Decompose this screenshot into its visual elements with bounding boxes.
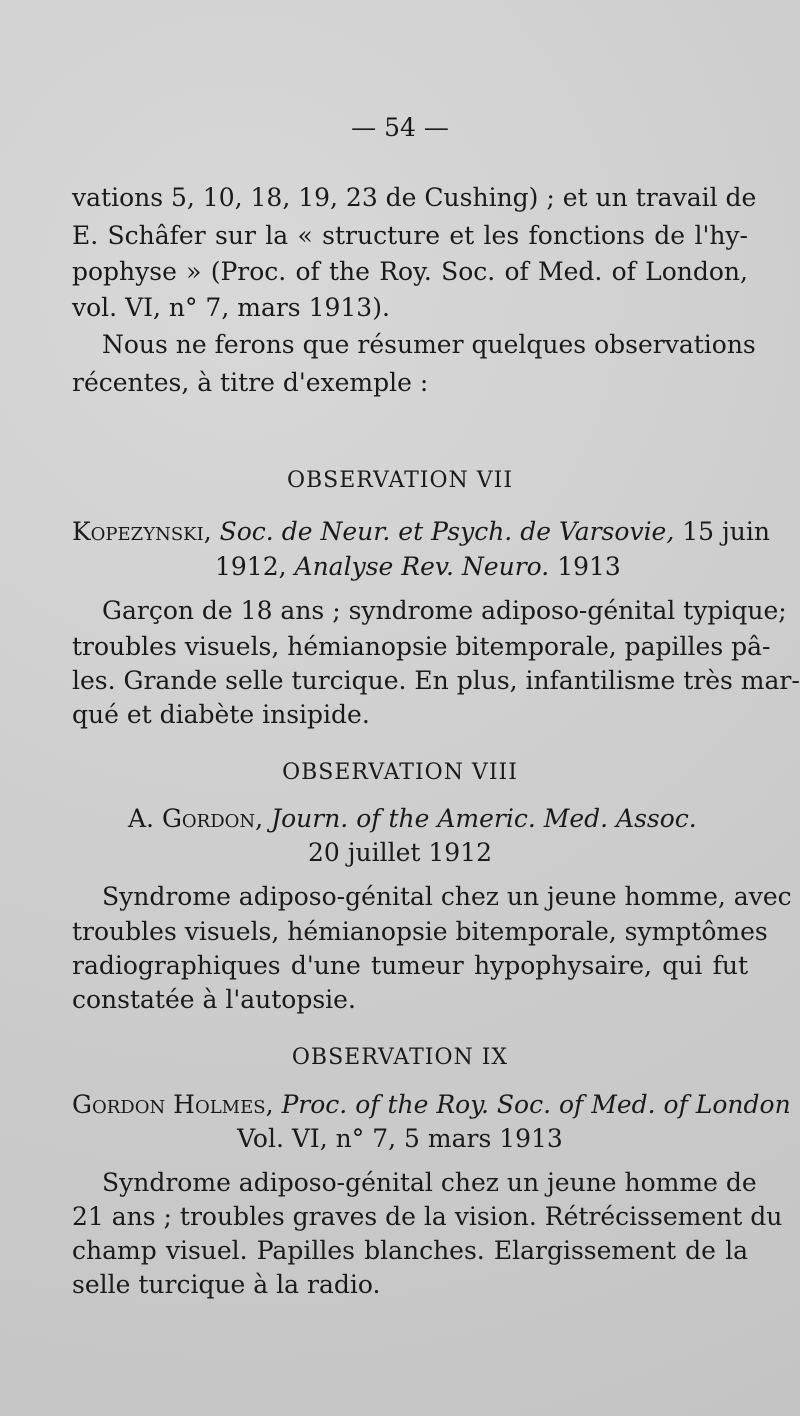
page-number: — 54 — (351, 113, 449, 142)
observation-vii-line-1: Garçon de 18 ans ; syndrome adiposo-génital typique; (102, 596, 787, 625)
journal: Analyse Rev. Neuro. (294, 552, 550, 581)
intro-line-1: vations 5, 10, 18, 19, 23 de Cushing) ; et un travail de (72, 183, 757, 212)
observation-viii-reference-2: 20 juillet 1912 (307, 838, 492, 867)
author: Gordon Holmes, (72, 1090, 274, 1119)
journal: Journ. of the Americ. Med. Assoc. (271, 804, 697, 833)
intro-line-2: E. Schâfer sur la « structure et les fonctions de l'hy- (72, 221, 748, 250)
observation-viii-heading: OBSERVATION VIII (282, 760, 518, 785)
observation-ix-line-3: champ visuel. Papilles blanches. Elargissement de la (72, 1236, 748, 1265)
intro-line-5: Nous ne ferons que résumer quelques observations (102, 330, 756, 359)
observation-ix-line-2: 21 ans ; troubles graves de la vision. Rétrécissement du (72, 1202, 783, 1231)
observation-viii-line-3: radiographiques d'une tumeur hypophysaire, qui fut (72, 951, 748, 980)
intro-line-3: pophyse » (Proc. of the Roy. Soc. of Med. of London, (72, 257, 748, 286)
year: 1912, (215, 552, 287, 581)
observation-vii-heading: OBSERVATION VII (286, 468, 514, 493)
date: 15 juin (682, 517, 770, 546)
observation-viii-line-4: constatée à l'autopsie. (72, 985, 356, 1014)
observation-vii-line-3: les. Grande selle turcique. En plus, infantilisme très mar- (72, 666, 800, 695)
observation-ix-reference-2: Vol. VI, n° 7, 5 mars 1913 (237, 1124, 563, 1153)
journal: Proc. of the Roy. Soc. of Med. of London (281, 1090, 791, 1119)
observation-vii-line-2: troubles visuels, hémianopsie bitemporale, papilles pâ- (72, 632, 771, 661)
year: 1913 (557, 552, 621, 581)
observation-vii-line-4: qué et diabète insipide. (72, 700, 370, 729)
observation-vii-reference-2 (215, 552, 621, 582)
observation-viii-reference-1 (128, 804, 697, 834)
journal: Soc. de Neur. et Psych. de Varsovie, (219, 517, 675, 546)
author: Kopezynski, (72, 517, 212, 546)
observation-viii-line-2: troubles visuels, hémianopsie bitemporale, symptômes (72, 917, 768, 946)
observation-vii-reference-1 (72, 517, 770, 547)
observation-ix-line-4: selle turcique à la radio. (72, 1270, 381, 1299)
observation-ix-reference-1 (72, 1090, 791, 1120)
author: A. Gordon, (128, 804, 264, 833)
intro-line-6: récentes, à titre d'exemple : (72, 368, 429, 397)
observation-viii-line-1: Syndrome adiposo-génital chez un jeune homme, avec (102, 882, 792, 911)
intro-line-4: vol. VI, n° 7, mars 1913). (72, 293, 390, 322)
observation-ix-line-1: Syndrome adiposo-génital chez un jeune homme de (102, 1168, 757, 1197)
observation-ix-heading: OBSERVATION IX (291, 1045, 509, 1070)
